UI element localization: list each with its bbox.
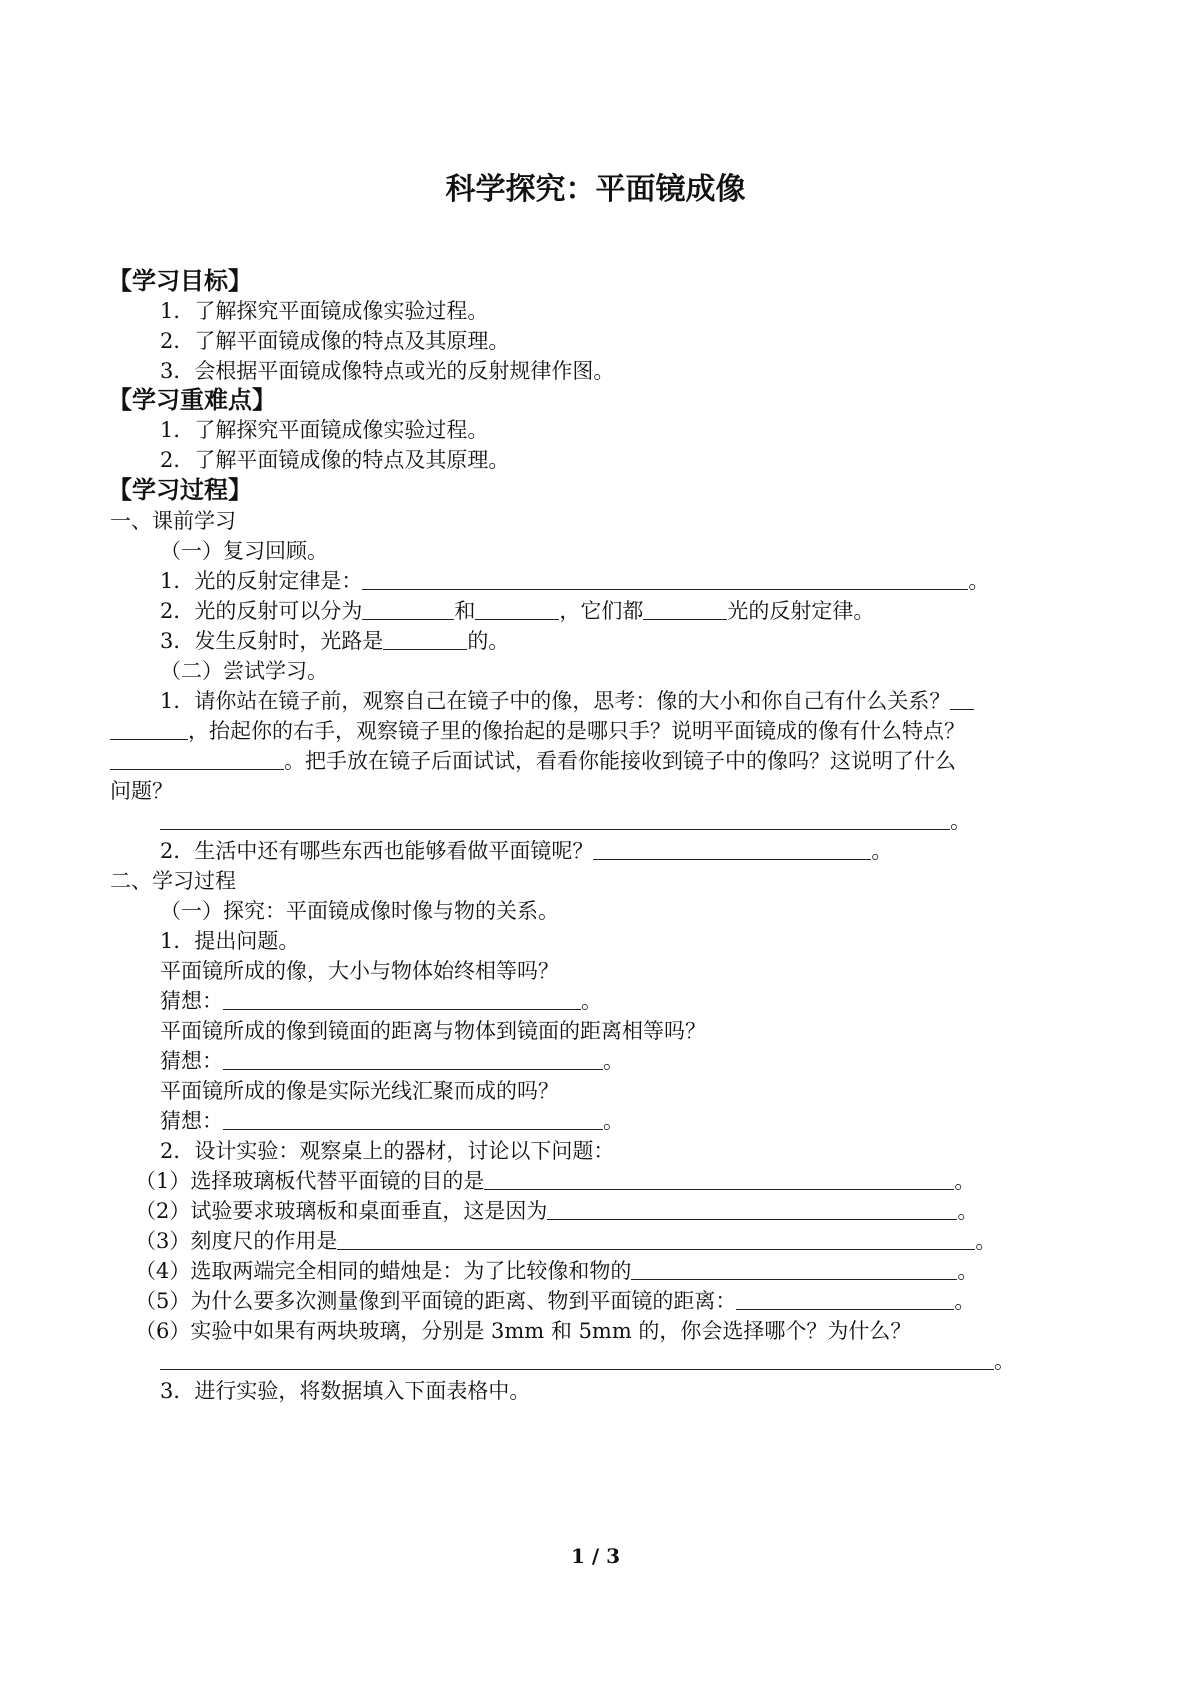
question-text: 1．光的反射定律是： bbox=[160, 569, 363, 593]
period: 。 bbox=[954, 1289, 976, 1313]
period: 。 bbox=[950, 809, 971, 833]
try-heading: （二）尝试学习。 bbox=[160, 659, 328, 683]
step-2: 2．设计实验：观察桌上的器材，讨论以下问题： bbox=[160, 1139, 615, 1163]
period: 。 bbox=[581, 989, 602, 1013]
question-text: 。把手放在镜子后面试试，看看你能接收到镜子中的像吗？这说明了什么 bbox=[284, 749, 956, 773]
problem-question-2: 平面镜所成的像到镜面的距离与物体到镜面的距离相等吗？ bbox=[160, 1019, 706, 1043]
answer-blank[interactable] bbox=[383, 627, 467, 650]
problem-question-1: 平面镜所成的像，大小与物体始终相等吗？ bbox=[160, 959, 559, 983]
answer-blank[interactable] bbox=[362, 567, 968, 590]
try-question-1-line-4: 问题？ bbox=[110, 779, 173, 803]
question-text: 2．生活中还有哪些东西也能够看做平面镜呢？ bbox=[160, 839, 594, 863]
section-heading-keypoints: 【学习重难点】 bbox=[108, 386, 276, 414]
explore-heading: （一）探究：平面镜成像时像与物的关系。 bbox=[160, 899, 559, 923]
answer-blank[interactable] bbox=[547, 1197, 957, 1220]
guess-line-3 bbox=[160, 1106, 1081, 1136]
document-title: 科学探究：平面镜成像 bbox=[445, 172, 746, 207]
answer-blank[interactable] bbox=[362, 597, 454, 620]
keypoint-item: 2．了解平面镜成像的特点及其原理。 bbox=[160, 448, 510, 472]
period: 。 bbox=[957, 1259, 979, 1283]
question-text: ，抬起你的右手，观察镜子里的像抬起的是哪只手？说明平面镜成的像有什么特点？ bbox=[188, 719, 965, 743]
question-text: （2）试验要求玻璃板和桌面垂直，这是因为 bbox=[135, 1199, 548, 1223]
answer-blank[interactable] bbox=[160, 1347, 994, 1370]
try-question-1-line-2 bbox=[110, 716, 1081, 746]
guess-label: 猜想： bbox=[160, 989, 223, 1013]
review-question-2 bbox=[160, 596, 1081, 626]
answer-blank[interactable] bbox=[110, 717, 188, 740]
answer-blank[interactable] bbox=[533, 1047, 603, 1070]
design-question-4 bbox=[135, 1256, 1081, 1286]
try-question-2 bbox=[160, 836, 1081, 866]
answer-blank[interactable] bbox=[484, 1167, 954, 1190]
try-question-1-answer bbox=[160, 806, 1081, 836]
review-question-3 bbox=[160, 626, 1081, 656]
period: 。 bbox=[603, 1109, 624, 1133]
answer-blank[interactable] bbox=[223, 1107, 343, 1130]
question-text: 的。 bbox=[467, 629, 510, 653]
question-text: 2．光的反射可以分为 bbox=[160, 599, 363, 623]
guess-label: 猜想： bbox=[160, 1049, 223, 1073]
question-text: 和 bbox=[454, 599, 476, 623]
review-heading: （一）复习回顾。 bbox=[160, 539, 328, 563]
answer-blank[interactable] bbox=[223, 1047, 343, 1070]
period: 。 bbox=[975, 1229, 997, 1253]
question-text: 光的反射定律。 bbox=[727, 599, 875, 623]
part1-heading: 一、课前学习 bbox=[110, 509, 236, 533]
question-text: （3）刻度尺的作用是 bbox=[135, 1229, 338, 1253]
step-3: 3．进行实验，将数据填入下面表格中。 bbox=[160, 1379, 531, 1403]
goal-item: 3．会根据平面镜成像特点或光的反射规律作图。 bbox=[160, 359, 615, 383]
answer-blank[interactable] bbox=[337, 1227, 975, 1250]
question-text: （1）选择玻璃板代替平面镜的目的是 bbox=[135, 1169, 485, 1193]
part2-heading: 二、学习过程 bbox=[110, 869, 236, 893]
answer-blank[interactable] bbox=[160, 807, 950, 830]
design-question-6: （6）实验中如果有两块玻璃，分别是 3mm 和 5mm 的，你会选择哪个？为什么？ bbox=[135, 1319, 912, 1343]
answer-blank[interactable] bbox=[343, 1107, 533, 1130]
period: 。 bbox=[954, 1169, 976, 1193]
answer-blank[interactable] bbox=[343, 1047, 533, 1070]
goal-item: 1．了解探究平面镜成像实验过程。 bbox=[160, 299, 489, 323]
review-question-1 bbox=[160, 566, 1081, 596]
period: 。 bbox=[968, 569, 990, 593]
answer-blank[interactable] bbox=[736, 1287, 954, 1310]
period: 。 bbox=[957, 1199, 979, 1223]
question-text: ，它们都 bbox=[559, 599, 644, 623]
period: 。 bbox=[603, 1049, 624, 1073]
answer-blank[interactable] bbox=[223, 987, 401, 1010]
answer-blank[interactable] bbox=[401, 987, 581, 1010]
page-number: 1 / 3 bbox=[570, 1544, 621, 1568]
guess-line-2 bbox=[160, 1046, 1081, 1076]
problem-question-3: 平面镜所成的像是实际光线汇聚而成的吗？ bbox=[160, 1079, 559, 1103]
step-1: 1．提出问题。 bbox=[160, 929, 300, 953]
question-text: （5）为什么要多次测量像到平面镜的距离、物到平面镜的距离： bbox=[135, 1289, 737, 1313]
try-question-1-line-1 bbox=[160, 686, 1081, 716]
try-question-1-line-3 bbox=[110, 746, 1081, 776]
guess-line-1 bbox=[160, 986, 1081, 1016]
design-question-5 bbox=[135, 1286, 1081, 1316]
answer-blank[interactable] bbox=[533, 1107, 603, 1130]
design-question-2 bbox=[135, 1196, 1081, 1226]
question-text: 1．请你站在镜子前，观察自己在镜子中的像，思考：像的大小和你自己有什么关系？ bbox=[160, 689, 951, 713]
design-question-6-answer bbox=[160, 1346, 1081, 1376]
design-question-3 bbox=[135, 1226, 1081, 1256]
guess-label: 猜想： bbox=[160, 1109, 223, 1133]
period: 。 bbox=[994, 1349, 1015, 1373]
design-question-1 bbox=[135, 1166, 1081, 1196]
question-text: （4）选取两端完全相同的蜡烛是：为了比较像和物的 bbox=[135, 1259, 632, 1283]
answer-blank[interactable] bbox=[631, 1257, 957, 1280]
question-text: 3．发生反射时，光路是 bbox=[160, 629, 384, 653]
section-heading-process: 【学习过程】 bbox=[108, 476, 252, 504]
answer-blank[interactable] bbox=[643, 597, 727, 620]
section-heading-goals: 【学习目标】 bbox=[108, 267, 252, 295]
goal-item: 2．了解平面镜成像的特点及其原理。 bbox=[160, 329, 510, 353]
answer-blank[interactable] bbox=[475, 597, 559, 620]
answer-blank[interactable] bbox=[593, 837, 871, 860]
keypoint-item: 1．了解探究平面镜成像实验过程。 bbox=[160, 418, 489, 442]
answer-blank[interactable] bbox=[110, 747, 284, 770]
period: 。 bbox=[871, 839, 893, 863]
answer-blank[interactable] bbox=[950, 687, 974, 710]
